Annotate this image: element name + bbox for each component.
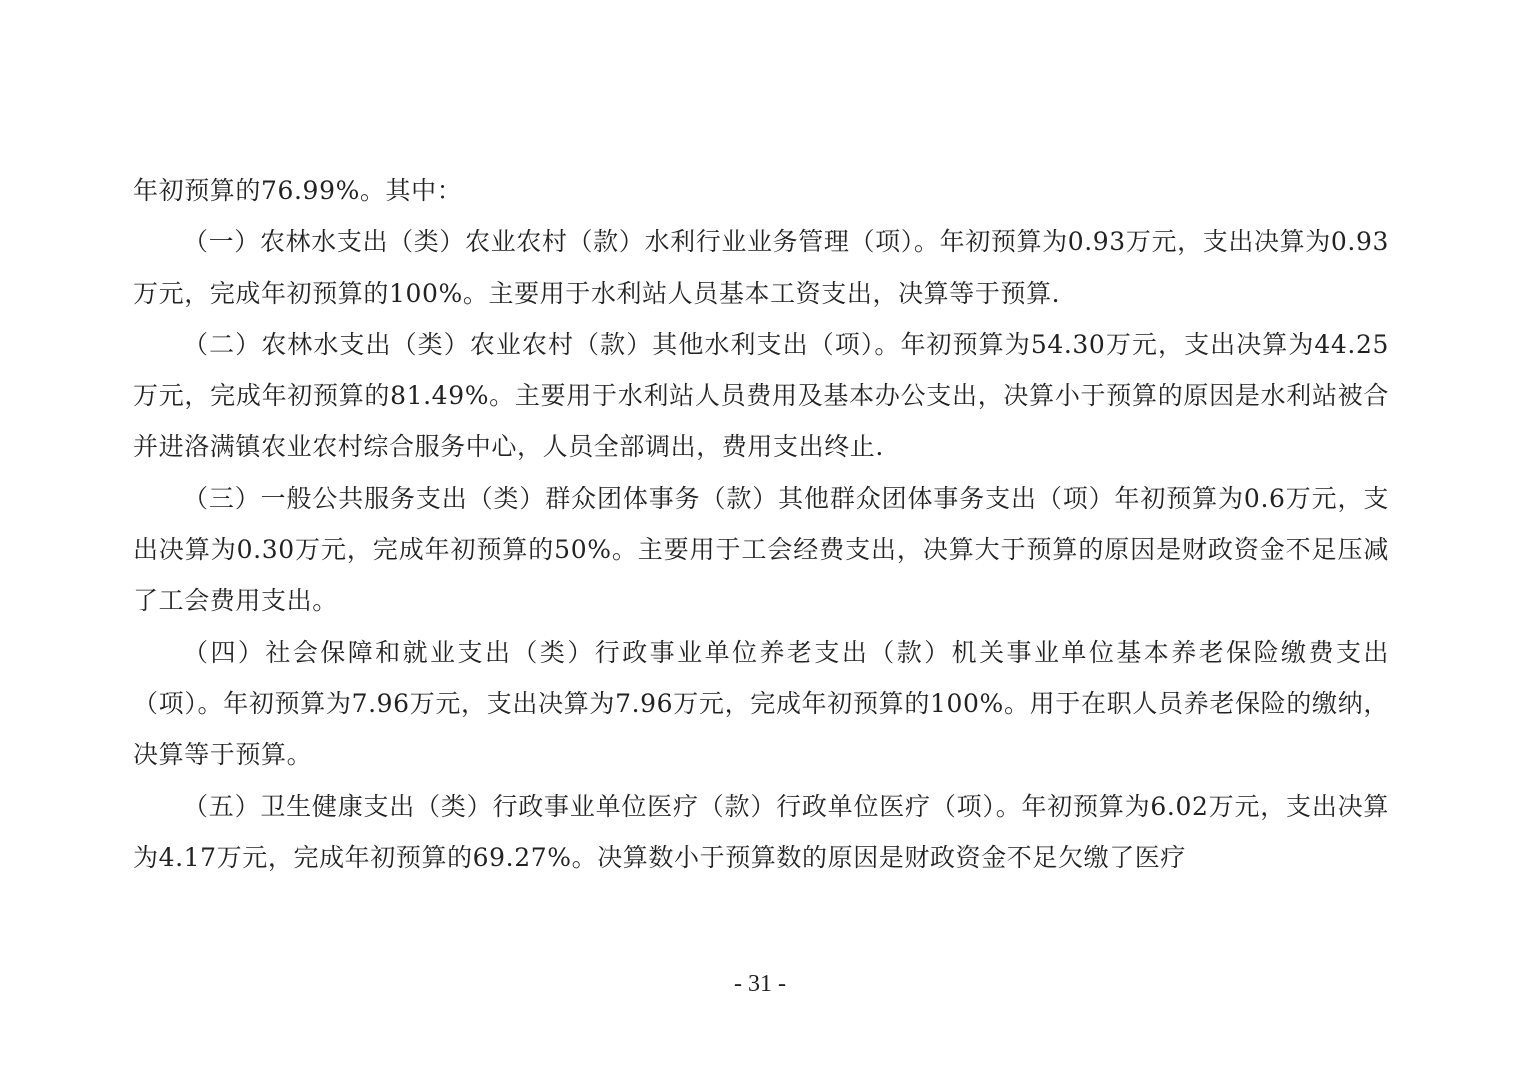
paragraph-item-5: （五）卫生健康支出（类）行政事业单位医疗（款）行政单位医疗（项）。年初预算为6.02万元，支出决算为4.17万元，完成年初预算的69.27%。决算数小于预算数的原因是财政资金不足欠缴了医疗 xyxy=(133,791,1389,872)
body-text xyxy=(133,165,1389,883)
paragraph-item-2: （二）农林水支出（类）农业农村（款）其他水利支出（项）。年初预算为54.30万元，支出决算为44.25万元，完成年初预算的81.49%。主要用于水利站人员费用及基本办公支出，决算小于预算的原因是水利站被合并进洛满镇农业农村综合服务中心，人员全部调出，费用支出终止. xyxy=(133,329,1389,462)
paragraph-item-3: （三）一般公共服务支出（类）群众团体事务（款）其他群众团体事务支出（项）年初预算为0.6万元，支出决算为0.30万元，完成年初预算的50%。主要用于工会经费支出，决算大于预算的原因是财政资金不足压减了工会费用支出。 xyxy=(133,483,1389,616)
paragraph-item-4: （四）社会保障和就业支出（类）行政事业单位养老支出（款）机关事业单位基本养老保险缴费支出（项）。年初预算为7.96万元，支出决算为7.96万元，完成年初预算的100%。用于在职人员养老保险的缴纳，决算等于预算。 xyxy=(133,637,1389,770)
paragraph-intro: 年初预算的76.99%。其中： xyxy=(133,176,463,205)
page-number: - 31 - xyxy=(734,971,786,997)
paragraph-item-1: （一）农林水支出（类）农业农村（款）水利行业业务管理（项）。年初预算为0.93万元，支出决算为0.93万元，完成年初预算的100%。主要用于水利站人员基本工资支出，决算等于预算. xyxy=(133,227,1389,308)
